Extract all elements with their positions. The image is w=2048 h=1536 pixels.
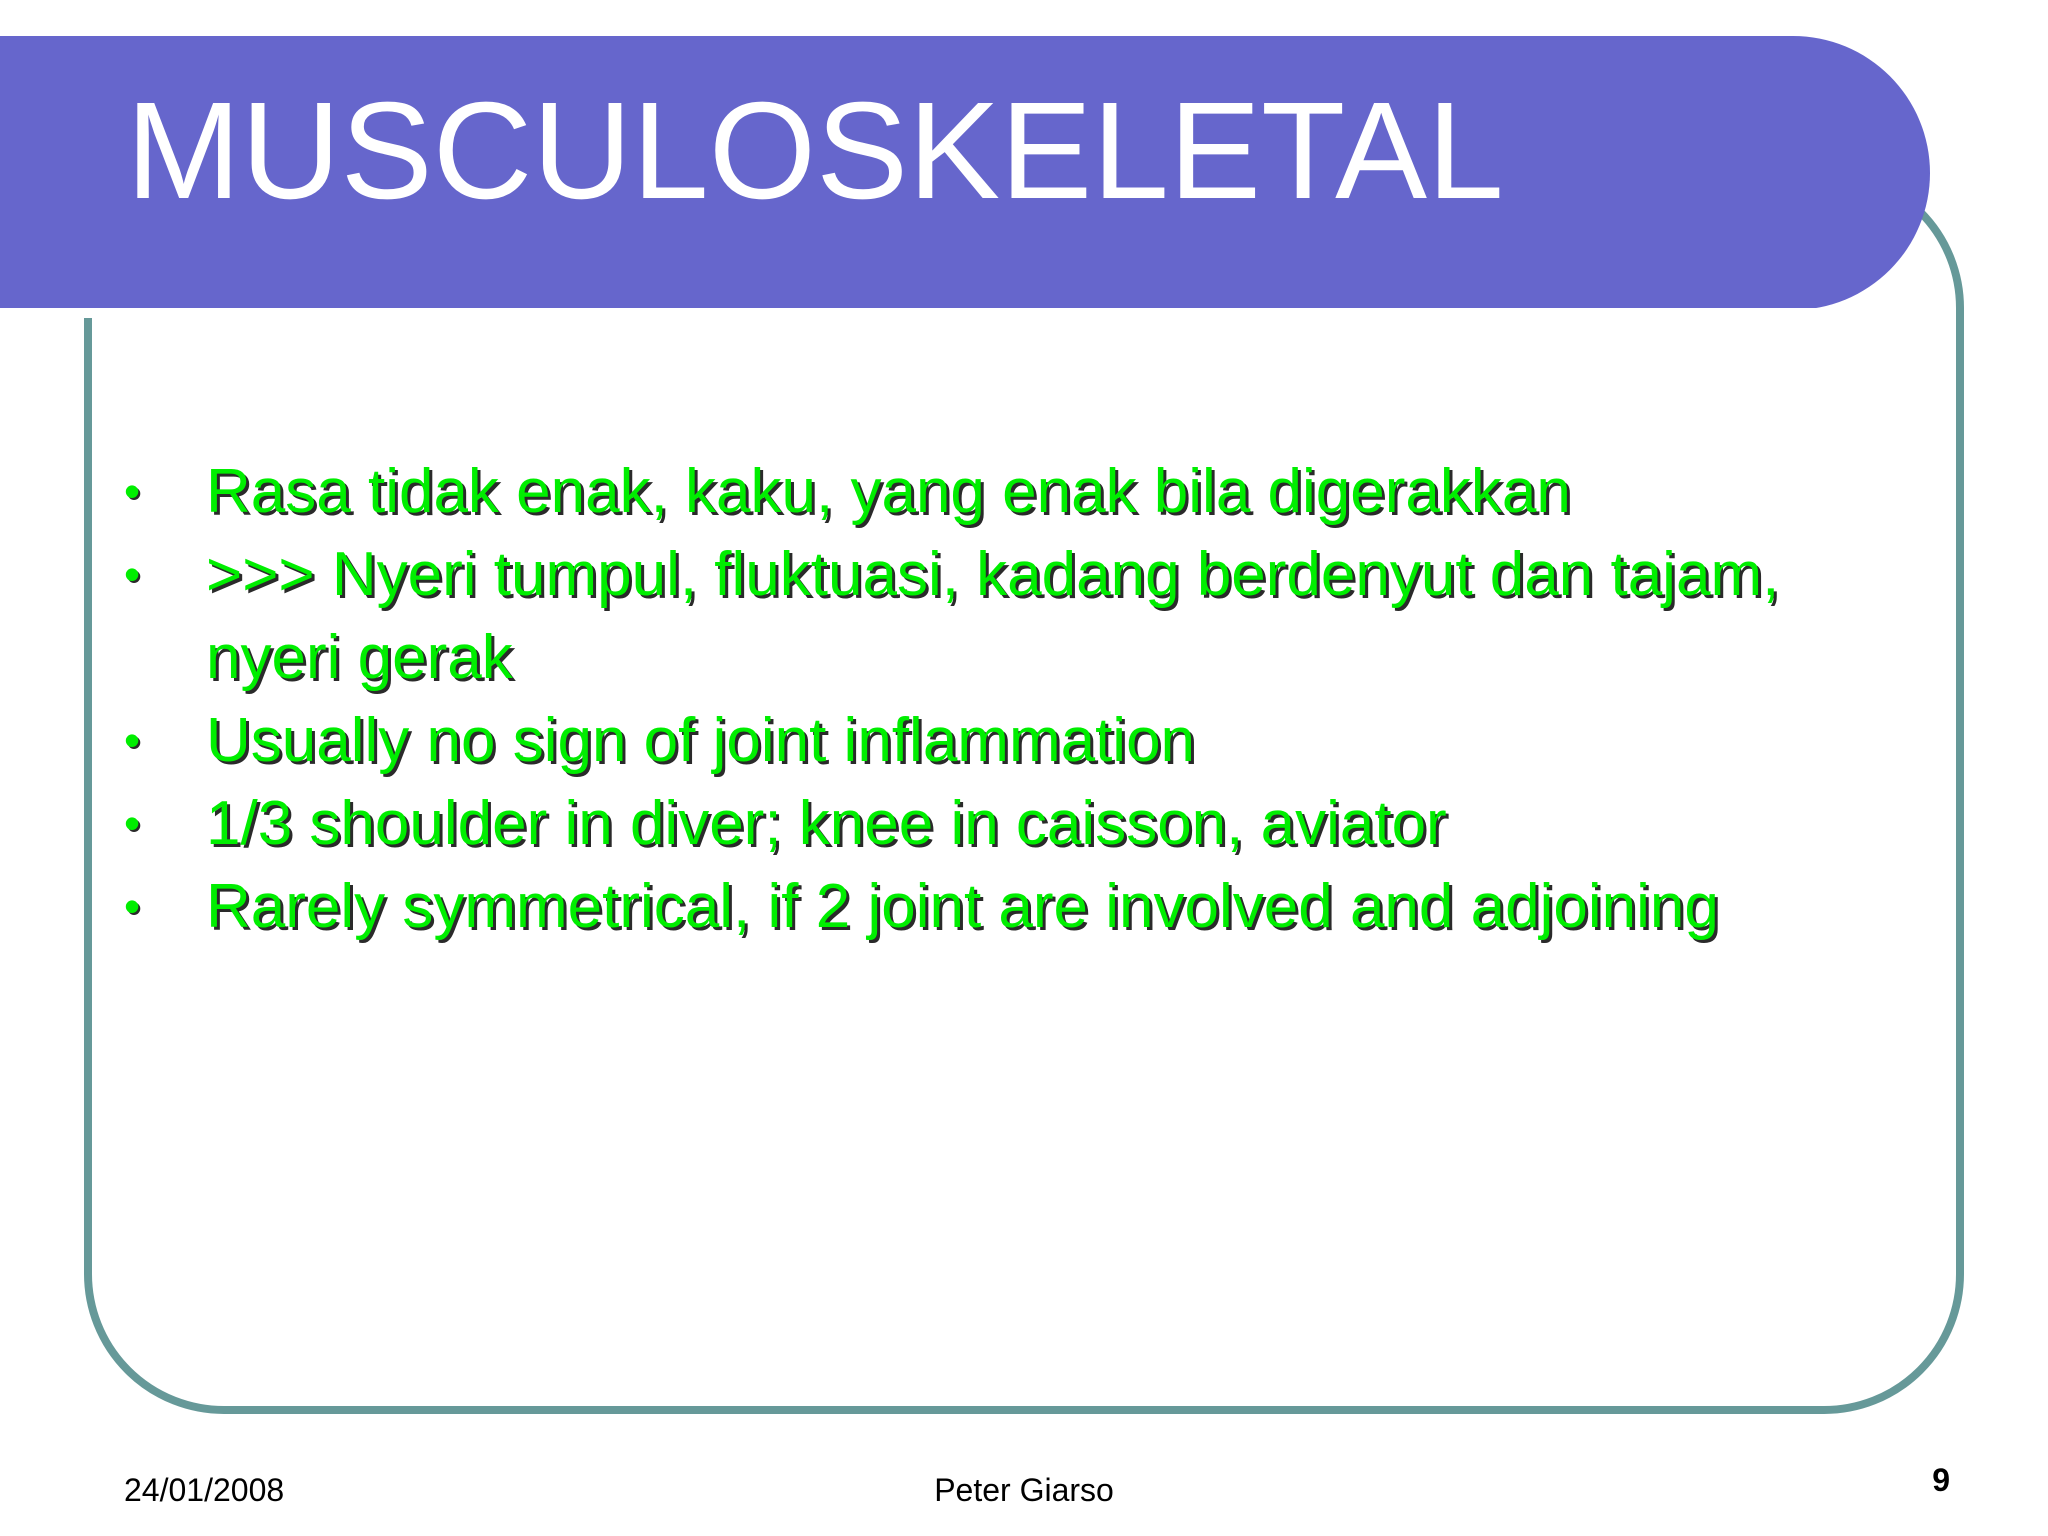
bullet-text: 1/3 shoulder in diver; knee in caisson, aviator bbox=[206, 789, 1447, 858]
bullet-item bbox=[124, 865, 1924, 948]
bullet-item bbox=[124, 699, 1924, 782]
bullet-dot-icon: • bbox=[124, 548, 141, 600]
footer-author: Peter Giarso bbox=[934, 1472, 1114, 1508]
bullet-dot-icon: • bbox=[124, 465, 141, 517]
bullet-text: Usually no sign of joint inflammation bbox=[206, 706, 1196, 775]
bullet-text: Rasa tidak enak, kaku, yang enak bila digerakkan bbox=[206, 457, 1571, 526]
bullet-dot-icon: • bbox=[124, 880, 141, 932]
bullet-text: Rarely symmetrical, if 2 joint are involved and adjoining bbox=[206, 872, 1719, 941]
footer-page-number: 9 bbox=[1932, 1462, 1950, 1498]
bullet-dot-icon: • bbox=[124, 714, 141, 766]
bullet-item bbox=[124, 782, 1924, 865]
footer-date: 24/01/2008 bbox=[124, 1472, 285, 1508]
bullet-item bbox=[124, 450, 1924, 533]
bullet-text: >>> Nyeri tumpul, fluktuasi, kadang berdenyut dan tajam, nyeri gerak bbox=[206, 540, 1780, 692]
bullet-item bbox=[124, 533, 1924, 699]
bullet-list bbox=[124, 450, 1924, 948]
title-underline-rule bbox=[0, 308, 1828, 318]
slide-title: MUSCULOSKELETAL bbox=[126, 74, 1504, 228]
bullet-dot-icon: • bbox=[124, 797, 141, 849]
